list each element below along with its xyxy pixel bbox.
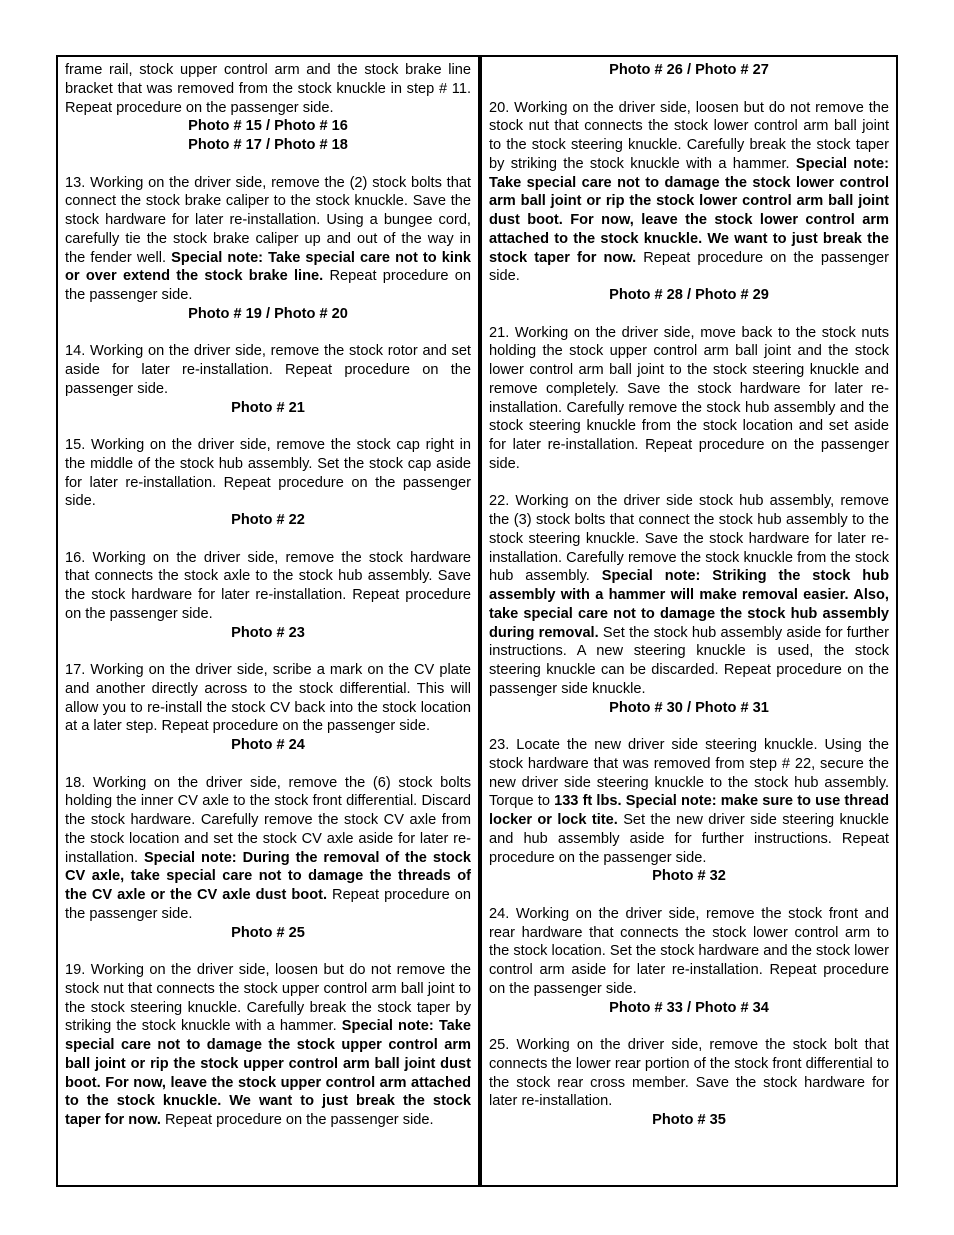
step-24: 24. Working on the driver side, remove the stock front and rear hardware that connects the stock lower control arm to the stock location. Set the stock hardware and the stock lower control arm aside for later re-installation. Repeat procedure on the passenger side.	[489, 905, 889, 997]
photo-caption-26-27: Photo # 26 / Photo # 27	[609, 62, 769, 78]
photo-caption-23: Photo # 23	[231, 624, 305, 641]
photo-caption-17-18: Photo # 17 / Photo # 18	[188, 137, 348, 153]
photo-caption-33-34: Photo # 33 / Photo # 34	[609, 999, 769, 1016]
right-column	[482, 57, 896, 1185]
photo-caption-21: Photo # 21	[231, 399, 305, 416]
step-22: 22. Working on the driver side stock hub assembly, remove the (3) stock bolts that connect the stock hub assembly to the stock steering knuckle. Save the stock hardware for later re-installation. Carefully remove the stock knuckle from the stock hub assembly. Special note: Striking the stock hub assembly with a hammer will make removal easier. Also, take special care not to damage the stock hub assembly during removal. Set the stock hub assembly aside for further instructions. A new steering knuckle is used, the stock steering knuckle can be discarded. Repeat procedure on the passenger side knuckle.	[489, 493, 889, 697]
left-column	[58, 57, 478, 1185]
step-20-special-note: Special note: Take special care not to damage the stock lower control arm ball joint or rip the stock lower control arm ball joint dust boot. For now, leave the stock lower control arm attached to the stock knuckle. We want to just break the stock taper for now.	[489, 155, 890, 266]
step-12-continued: frame rail, stock upper control arm and the stock brake line bracket that was removed from the stock knuckle in step # 11. Repeat procedure on the passenger side.	[65, 62, 471, 116]
step-14: 14. Working on the driver side, remove the stock rotor and set aside for later re-installation. Repeat procedure on the passenger side.	[65, 343, 471, 397]
step-21: 21. Working on the driver side, move back to the stock nuts holding the stock upper control arm ball joint and the stock lower control arm ball joint to the stock steering knuckle and remove completely. Save the stock hardware for later re-installation. Carefully remove the stock hub assembly and the stock steering knuckle from the stock location and set aside for later re-installation. Repeat procedure on the passenger side.	[489, 324, 889, 472]
photo-caption-24: Photo # 24	[231, 737, 305, 753]
photo-caption-19-20: Photo # 19 / Photo # 20	[188, 305, 348, 322]
step-18-special-note: Special note: During the removal of the stock CV axle, take special care not to damage the threads of the CV axle or the CV axle dust boot.	[65, 849, 471, 903]
step-19: 19. Working on the driver side, loosen but do not remove the stock nut that connects the stock upper control arm ball joint to the stock steering knuckle. Carefully break the stock taper by striking the stock knuckle with a hammer. Special note: Take special care not to damage the stock upper control arm ball joint or rip the stock upper control arm ball joint dust boot. For now, leave the stock upper control arm attached to the stock knuckle. We want to just break the stock taper for now. Repeat procedure on the passenger side.	[65, 962, 472, 1128]
step-25: 25. Working on the driver side, remove the stock bolt that connects the lower rear portion of the stock front differential to the stock rear cross member. Save the stock hardware for later re-installation.	[489, 1037, 889, 1110]
step-15: 15. Working on the driver side, remove the stock cap right in the middle of the stock hub assembly. Set the stock cap aside for later re-installation. Repeat procedure on the passenger side.	[65, 437, 471, 510]
step-19-special-note: Special note: Take special care not to damage the stock upper control arm ball joint or rip the stock upper control arm ball joint dust boot. For now, leave the stock upper control arm attached to the stock knuckle. We want to just break the stock taper for now.	[65, 1018, 472, 1128]
photo-caption-28-29: Photo # 28 / Photo # 29	[609, 287, 769, 303]
photo-caption-25: Photo # 25	[231, 924, 305, 941]
photo-caption-35: Photo # 35	[652, 1112, 726, 1128]
step-23: 23. Locate the new driver side steering knuckle. Using the stock hardware that was removed from step # 22, secure the new driver side steering knuckle to the stock hub assembly. Torque to 133 ft lbs. Special note: make sure to use thread locker or lock tite. Set the new driver side steering knuckle and hub assembly aside for further instructions. Repeat procedure on the passenger side.	[489, 737, 889, 866]
step-13: 13. Working on the driver side, remove the (2) stock bolts that connect the stock brake caliper to the stock knuckle. Save the stock hardware for later re-installation. Using a bungee cord, carefully tie the stock brake caliper up and out of the way in the fender well. Special note: Take special care not to kink or over extend the stock brake line. Repeat procedure on the passenger side.	[65, 174, 472, 303]
step-16: 16. Working on the driver side, remove the stock hardware that connects the stock axle to the stock hub assembly. Save the stock hardware for later re-installation. Repeat procedure on the passenger side.	[65, 549, 471, 622]
step-17: 17. Working on the driver side, scribe a mark on the CV plate and another directly across to the stock differential. This will allow you to re-install the stock CV back into the stock location at a later step. Repeat procedure on the passenger side.	[65, 662, 471, 735]
step-18: 18. Working on the driver side, remove the (6) stock bolts holding the inner CV axle to the stock front differential. Discard the stock hardware. Carefully remove the stock CV axle from the stock location and set the stock CV axle aside for later re-installation. Special note: During the removal of the stock CV axle, take special care not to damage the threads of the CV axle or the CV axle dust boot. Repeat procedure on the passenger side.	[65, 774, 471, 922]
step-23-torque-note: 133 ft lbs. Special note: make sure to use thread locker or lock tite.	[489, 793, 889, 828]
step-22-special-note: Special note: Striking the stock hub assembly with a hammer will make removal easier. Also, take special care not to damage the stock hub assembly during removal.	[489, 568, 889, 641]
photo-caption-30-31: Photo # 30 / Photo # 31	[609, 699, 769, 716]
step-20: 20. Working on the driver side, loosen but do not remove the stock nut that connects the stock lower control arm ball joint to the stock steering knuckle. Carefully break the stock taper by striking the stock knuckle with a hammer. Special note: Take special care not to damage the stock lower control arm ball joint or rip the stock lower control arm ball joint dust boot. For now, leave the stock lower control arm attached to the stock knuckle. We want to just break the stock taper for now. Repeat procedure on the passenger side.	[489, 99, 890, 285]
photo-caption-15-16: Photo # 15 / Photo # 16	[188, 118, 348, 135]
step-13-special-note: Special note: Take special care not to kink or over extend the stock brake line.	[65, 249, 471, 285]
photo-caption-22: Photo # 22	[231, 512, 305, 528]
photo-caption-32: Photo # 32	[652, 868, 726, 885]
page-frame	[56, 55, 898, 1187]
